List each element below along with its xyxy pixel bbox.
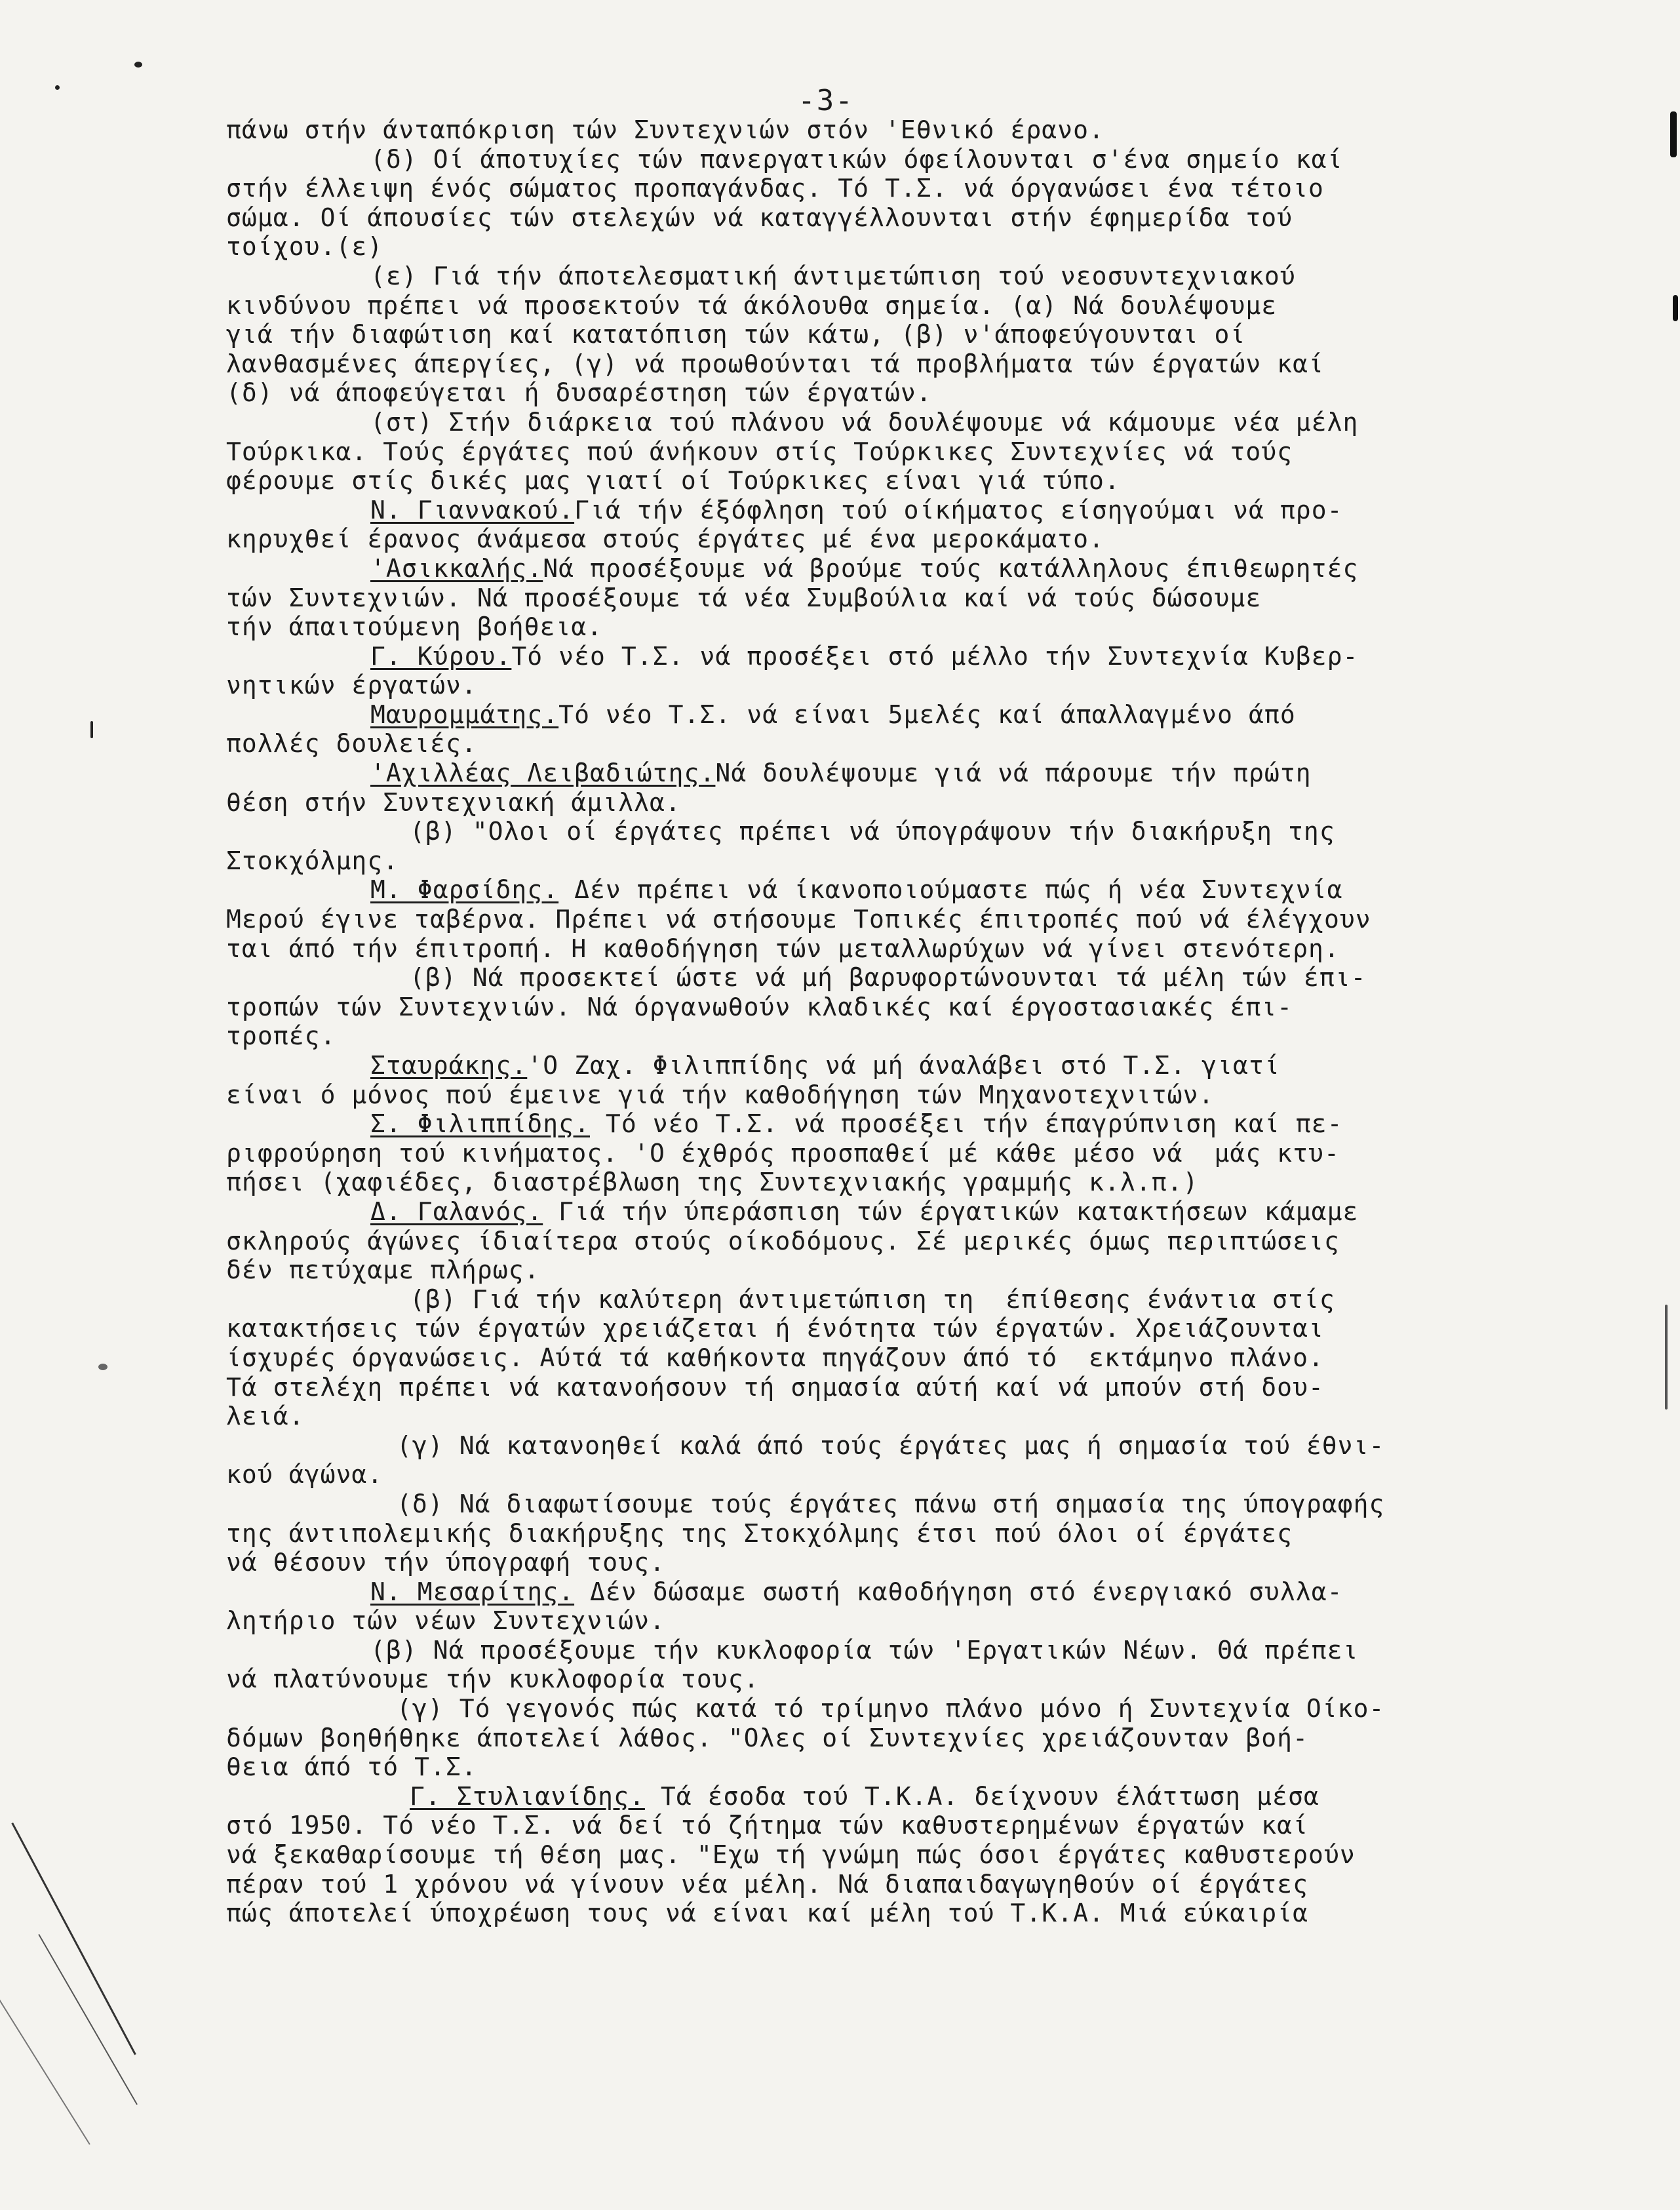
line-text: τών Συντεχνιών. Νά προσέξουμε τά νέα Συμβούλια καί νά τούς δώσουμε [226, 583, 1262, 612]
text-line [226, 1724, 1642, 1753]
line-text: κατακτήσεις τών έργατών χρειάζεται ή ένότητα τών έργατών. Χρειάζουνται [226, 1314, 1324, 1343]
line-text: (β) "Ολοι οί έργάτες πρέπει νά ύπογράψουν τήν διακήρυξη της [410, 817, 1335, 846]
line-text: δόμων βοηθήθηκε άποτελεί λάθος. "Ολες οί Συντεχνίες χρειάζουνταν βοή- [226, 1723, 1309, 1752]
text-line [226, 1606, 1642, 1636]
line-text: Μερού έγινε ταβέρνα. Πρέπει νά στήσουμε Τοπικές έπιτροπές πού νά έλέγχουν [226, 905, 1371, 934]
line-text: (β) Γιά τήν καλύτερη άντιμετώπιση τη έπίθεσης ένάντια στίς [410, 1284, 1335, 1314]
text-line [226, 905, 1642, 934]
speaker-name: Μαυρομμάτης. [370, 700, 559, 729]
line-text: γιά τήν διαφώτιση καί κατατόπιση τών κάτω, (β) ν'άποφεύγουνται οί [226, 320, 1246, 349]
text-line [226, 145, 1642, 174]
line-text: ριφρούρηση τού κινήματος. 'Ο έχθρός προσπαθεί μέ κάθε μέσο νά μάς κτυ- [226, 1138, 1340, 1168]
line-text: πολλές δουλειές. [226, 729, 477, 759]
line-text: (γ) Νά κατανοηθεί καλά άπό τούς έργάτες μας ή σημασία τού έθνι- [397, 1431, 1385, 1460]
line-text: τοίχου.(ε) [226, 232, 383, 262]
line-text: σκληρούς άγώνες ίδιαίτερα στούς οίκοδόμους. Σέ μερικές όμως περιπτώσεις [226, 1226, 1340, 1255]
speaker-name: Ν. Μεσαρίτης. [370, 1577, 575, 1606]
line-text: τήν άπαιτούμενη βοήθεια. [226, 612, 603, 642]
speaker-name: Ν. Γιαννακού. [370, 495, 575, 524]
line-text: νά θέσουν τήν ύπογραφή τους. [226, 1548, 665, 1577]
text-line [226, 1109, 1642, 1139]
line-text: πέραν τού 1 χρόνου νά γίνουν νέα μέλη. Νά διαπαιδαγωγηθούν οί έργάτες [226, 1869, 1309, 1899]
page-number: -3- [798, 84, 854, 117]
line-text: Τό νέο Τ.Σ. νά προσέξει τήν έπαγρύπνιση καί πε- [590, 1109, 1343, 1139]
text-line [226, 759, 1642, 788]
scan-edge-line [0, 2000, 90, 2145]
text-line [226, 496, 1642, 525]
scan-edge-mark [1665, 1305, 1668, 1410]
speaker-name: Σταυράκης. [370, 1051, 528, 1080]
line-text: πήσει (χαφιέδες, διαστρέβλωση της Συντεχνιακής γραμμής κ.λ.π.) [226, 1168, 1199, 1197]
text-line [226, 729, 1642, 759]
line-text: δέν πετύχαμε πλήρως. [226, 1255, 540, 1285]
text-line [226, 378, 1642, 408]
text-line [226, 1490, 1642, 1519]
text-line [226, 817, 1642, 846]
text-line [226, 320, 1642, 349]
text-line [226, 1197, 1642, 1227]
line-text: (δ) νά άποφεύγεται ή δυσαρέστηση τών έργατών. [226, 378, 932, 408]
text-line [226, 1021, 1642, 1051]
line-text: (β) Νά προσέξουμε τήν κυκλοφορία τών 'Εργατικών Νέων. Θά πρέπει [370, 1635, 1359, 1665]
line-text: νητικών έργατών. [226, 671, 477, 700]
line-text: (δ) Οί άποτυχίες τών πανεργατικών όφείλουνται σ'ένα σημείο καί [370, 144, 1343, 174]
line-text: της άντιπολεμικής διακήρυξης της Στοκχόλμης έτσι πού όλοι οί έργάτες [226, 1518, 1293, 1548]
text-line [226, 1782, 1642, 1811]
line-text: πώς άποτελεί ύποχρέωση τους νά είναι καί μέλη τού Τ.Κ.Α. Μιά εύκαιρία [226, 1899, 1309, 1928]
scan-speck [134, 62, 142, 68]
line-text: ίσχυρές όργανώσεις. Αύτά τά καθήκοντα πηγάζουν άπό τό εκτάμηνο πλάνο. [226, 1343, 1324, 1372]
text-line [226, 524, 1642, 554]
text-line [226, 1343, 1642, 1373]
line-text: κού άγώνα. [226, 1460, 383, 1490]
text-line [226, 291, 1642, 321]
text-line [226, 612, 1642, 642]
text-line [226, 671, 1642, 700]
line-text: (δ) Νά διαφωτίσουμε τούς έργάτες πάνω στή σημασία της ύπογραφής [397, 1489, 1385, 1518]
line-text: Γιά τήν ύπεράσπιση τών έργατικών κατακτήσεων κάμαμε [543, 1196, 1359, 1226]
text-line [226, 1752, 1642, 1782]
line-text: Νά δουλέψουμε γιά νά πάρουμε τήν πρώτη [715, 759, 1312, 788]
line-text: λειά. [226, 1402, 305, 1431]
line-text: θεια άπό τό Τ.Σ. [226, 1752, 477, 1782]
speaker-name: Σ. Φιλιππίδης. [370, 1109, 590, 1139]
text-line [226, 1402, 1642, 1431]
speaker-name: Μ. Φαρσίδης. [370, 875, 559, 905]
text-line [226, 1168, 1642, 1197]
line-text: Δέν πρέπει νά ίκανοποιούμαστε πώς ή νέα Συντεχνία [558, 875, 1343, 905]
line-text: νά πλατύνουμε τήν κυκλοφορία τους. [226, 1665, 760, 1694]
text-line [226, 846, 1642, 876]
line-text: Νά προσέξουμε νά βρούμε τούς κατάλληλους έπιθεωρητές [543, 553, 1359, 583]
text-line [226, 1227, 1642, 1256]
scan-edge-line [11, 1823, 136, 2055]
line-text: Τούρκικα. Τούς έργάτες πού άνήκουν στίς Τούρκικες Συντεχνίες νά τούς [226, 437, 1293, 466]
line-text: Γιά τήν έξόφληση τού οίκήματος είσηγούμαι νά προ- [574, 495, 1343, 524]
line-text: Τά έσοδα τού Τ.Κ.Α. δείχνουν έλάττωση μέσα [644, 1781, 1319, 1811]
speaker-name: Γ. Κύρου. [370, 641, 512, 671]
text-line [226, 1051, 1642, 1080]
text-line [226, 583, 1642, 613]
text-line [226, 232, 1642, 262]
scan-edge-mark [1670, 111, 1677, 157]
line-text: τροπές. [226, 1021, 336, 1051]
text-line [226, 1431, 1642, 1461]
text-line [226, 349, 1642, 379]
text-line [226, 437, 1642, 467]
text-line [226, 1519, 1642, 1549]
line-text: Τό νέο Τ.Σ. νά είναι 5μελές καί άπαλλαγμένο άπό [558, 700, 1296, 729]
line-text: στό 1950. Τό νέο Τ.Σ. νά δεί τό ζήτημα τών καθυστερημένων έργατών καί [226, 1811, 1309, 1840]
line-text: Στοκχόλμης. [226, 846, 399, 875]
text-line [226, 1577, 1642, 1607]
line-text: κινδύνου πρέπει νά προσεκτούν τά άκόλουθα σημεία. (α) Νά δουλέψουμε [226, 290, 1278, 320]
line-text: λανθασμένες άπεργίες, (γ) νά προωθούνται τά προβλήματα τών έργατών καί [226, 349, 1324, 378]
line-text: 'Ο Ζαχ. Φιλιππίδης νά μή άναλάβει στό Τ.Σ. γιατί [527, 1051, 1280, 1080]
text-line [226, 1636, 1642, 1665]
scan-edge-line [38, 1934, 138, 2105]
text-line [226, 1255, 1642, 1285]
text-line [226, 875, 1642, 905]
line-text: κηρυχθεί έρανος άνάμεσα στούς έργάτες μέ ένα μεροκάματο. [226, 524, 1104, 554]
text-line [226, 466, 1642, 496]
line-text: (γ) Τό γεγονός πώς κατά τό τρίμηνο πλάνο μόνο ή Συντεχνία Οίκο- [397, 1694, 1385, 1724]
text-line [226, 1548, 1642, 1577]
line-text: (β) Νά προσεκτεί ώστε νά μή βαρυφορτώνουνται τά μέλη τών έπι- [410, 963, 1367, 993]
text-line [226, 1285, 1642, 1314]
text-line [226, 1870, 1642, 1899]
line-text: Τό νέο Τ.Σ. νά προσέξει στό μέλλο τήν Συντεχνία Κυβερ- [511, 641, 1359, 671]
line-text: Δέν δώσαμε σωστή καθοδήγηση στό ένεργιακό συλλα- [574, 1577, 1343, 1606]
text-line [226, 262, 1642, 291]
line-text: νά ξεκαθαρίσουμε τή θέση μας. "Εχω τή γνώμη πώς όσοι έργάτες καθυστερούν [226, 1840, 1356, 1870]
text-line [226, 1460, 1642, 1490]
text-line [226, 1840, 1642, 1870]
text-line [226, 1665, 1642, 1694]
text-line [226, 203, 1642, 233]
text-line [226, 1080, 1642, 1110]
speaker-name: 'Αχιλλέας Λειβαδιώτης. [370, 759, 716, 788]
line-text: (στ) Στήν διάρκεια τού πλάνου νά δουλέψουμε νά κάμουμε νέα μέλη [370, 407, 1359, 437]
text-line [226, 115, 1642, 145]
text-line [226, 408, 1642, 437]
line-text: σώμα. Οί άπουσίες τών στελεχών νά καταγγέλλουνται στήν έφημερίδα τού [226, 203, 1293, 232]
scan-edge-mark [1673, 295, 1678, 321]
text-line [226, 700, 1642, 730]
line-text: φέρουμε στίς δικές μας γιατί οί Τούρκικες είναι γιά τύπο. [226, 466, 1120, 496]
text-line [226, 1373, 1642, 1402]
document-body [226, 115, 1642, 1928]
text-line [226, 1314, 1642, 1343]
line-text: τροπών τών Συντεχνιών. Νά όργανωθούν κλαδικές καί έργοστασιακές έπι- [226, 992, 1293, 1021]
text-line [226, 934, 1642, 964]
text-line [226, 963, 1642, 993]
line-text: λητήριο τών νέων Συντεχνιών. [226, 1606, 665, 1636]
scan-speck [90, 721, 93, 738]
line-text: είναι ό μόνος πού έμεινε γιά τήν καθοδήγηση τών Μηχανοτεχνιτών. [226, 1080, 1215, 1109]
text-line [226, 554, 1642, 583]
line-text: ται άπό τήν έπιτροπή. Η καθοδήγηση τών μεταλλωρύχων νά γίνει στενότερη. [226, 934, 1340, 963]
text-line [226, 1139, 1642, 1168]
scan-speck [55, 85, 60, 90]
text-line [226, 642, 1642, 671]
line-text: θέση στήν Συντεχνιακή άμιλλα. [226, 787, 681, 817]
line-text: (ε) Γιά τήν άποτελεσματική άντιμετώπιση τού νεοσυντεχνιακού [370, 261, 1296, 290]
line-text: στήν έλλειψη ένός σώματος προπαγάνδας. Τό Τ.Σ. νά όργανώσει ένα τέτοιο [226, 174, 1324, 203]
speaker-name: 'Ασικκαλής. [370, 553, 543, 583]
text-line [226, 1811, 1642, 1840]
line-text: Τά στελέχη πρέπει νά κατανοήσουν τή σημασία αύτή καί νά μπούν στή δου- [226, 1372, 1324, 1402]
speaker-name: Δ. Γαλανός. [370, 1196, 543, 1226]
speaker-name: Γ. Στυλιανίδης. [410, 1781, 645, 1811]
text-line [226, 1899, 1642, 1928]
scan-speck [98, 1364, 107, 1370]
text-line [226, 174, 1642, 203]
text-line [226, 993, 1642, 1022]
text-line [226, 788, 1642, 818]
line-text: πάνω στήν άνταπόκριση τών Συντεχνιών στόν 'Εθνικό έρανο. [226, 115, 1104, 144]
text-line [226, 1694, 1642, 1724]
